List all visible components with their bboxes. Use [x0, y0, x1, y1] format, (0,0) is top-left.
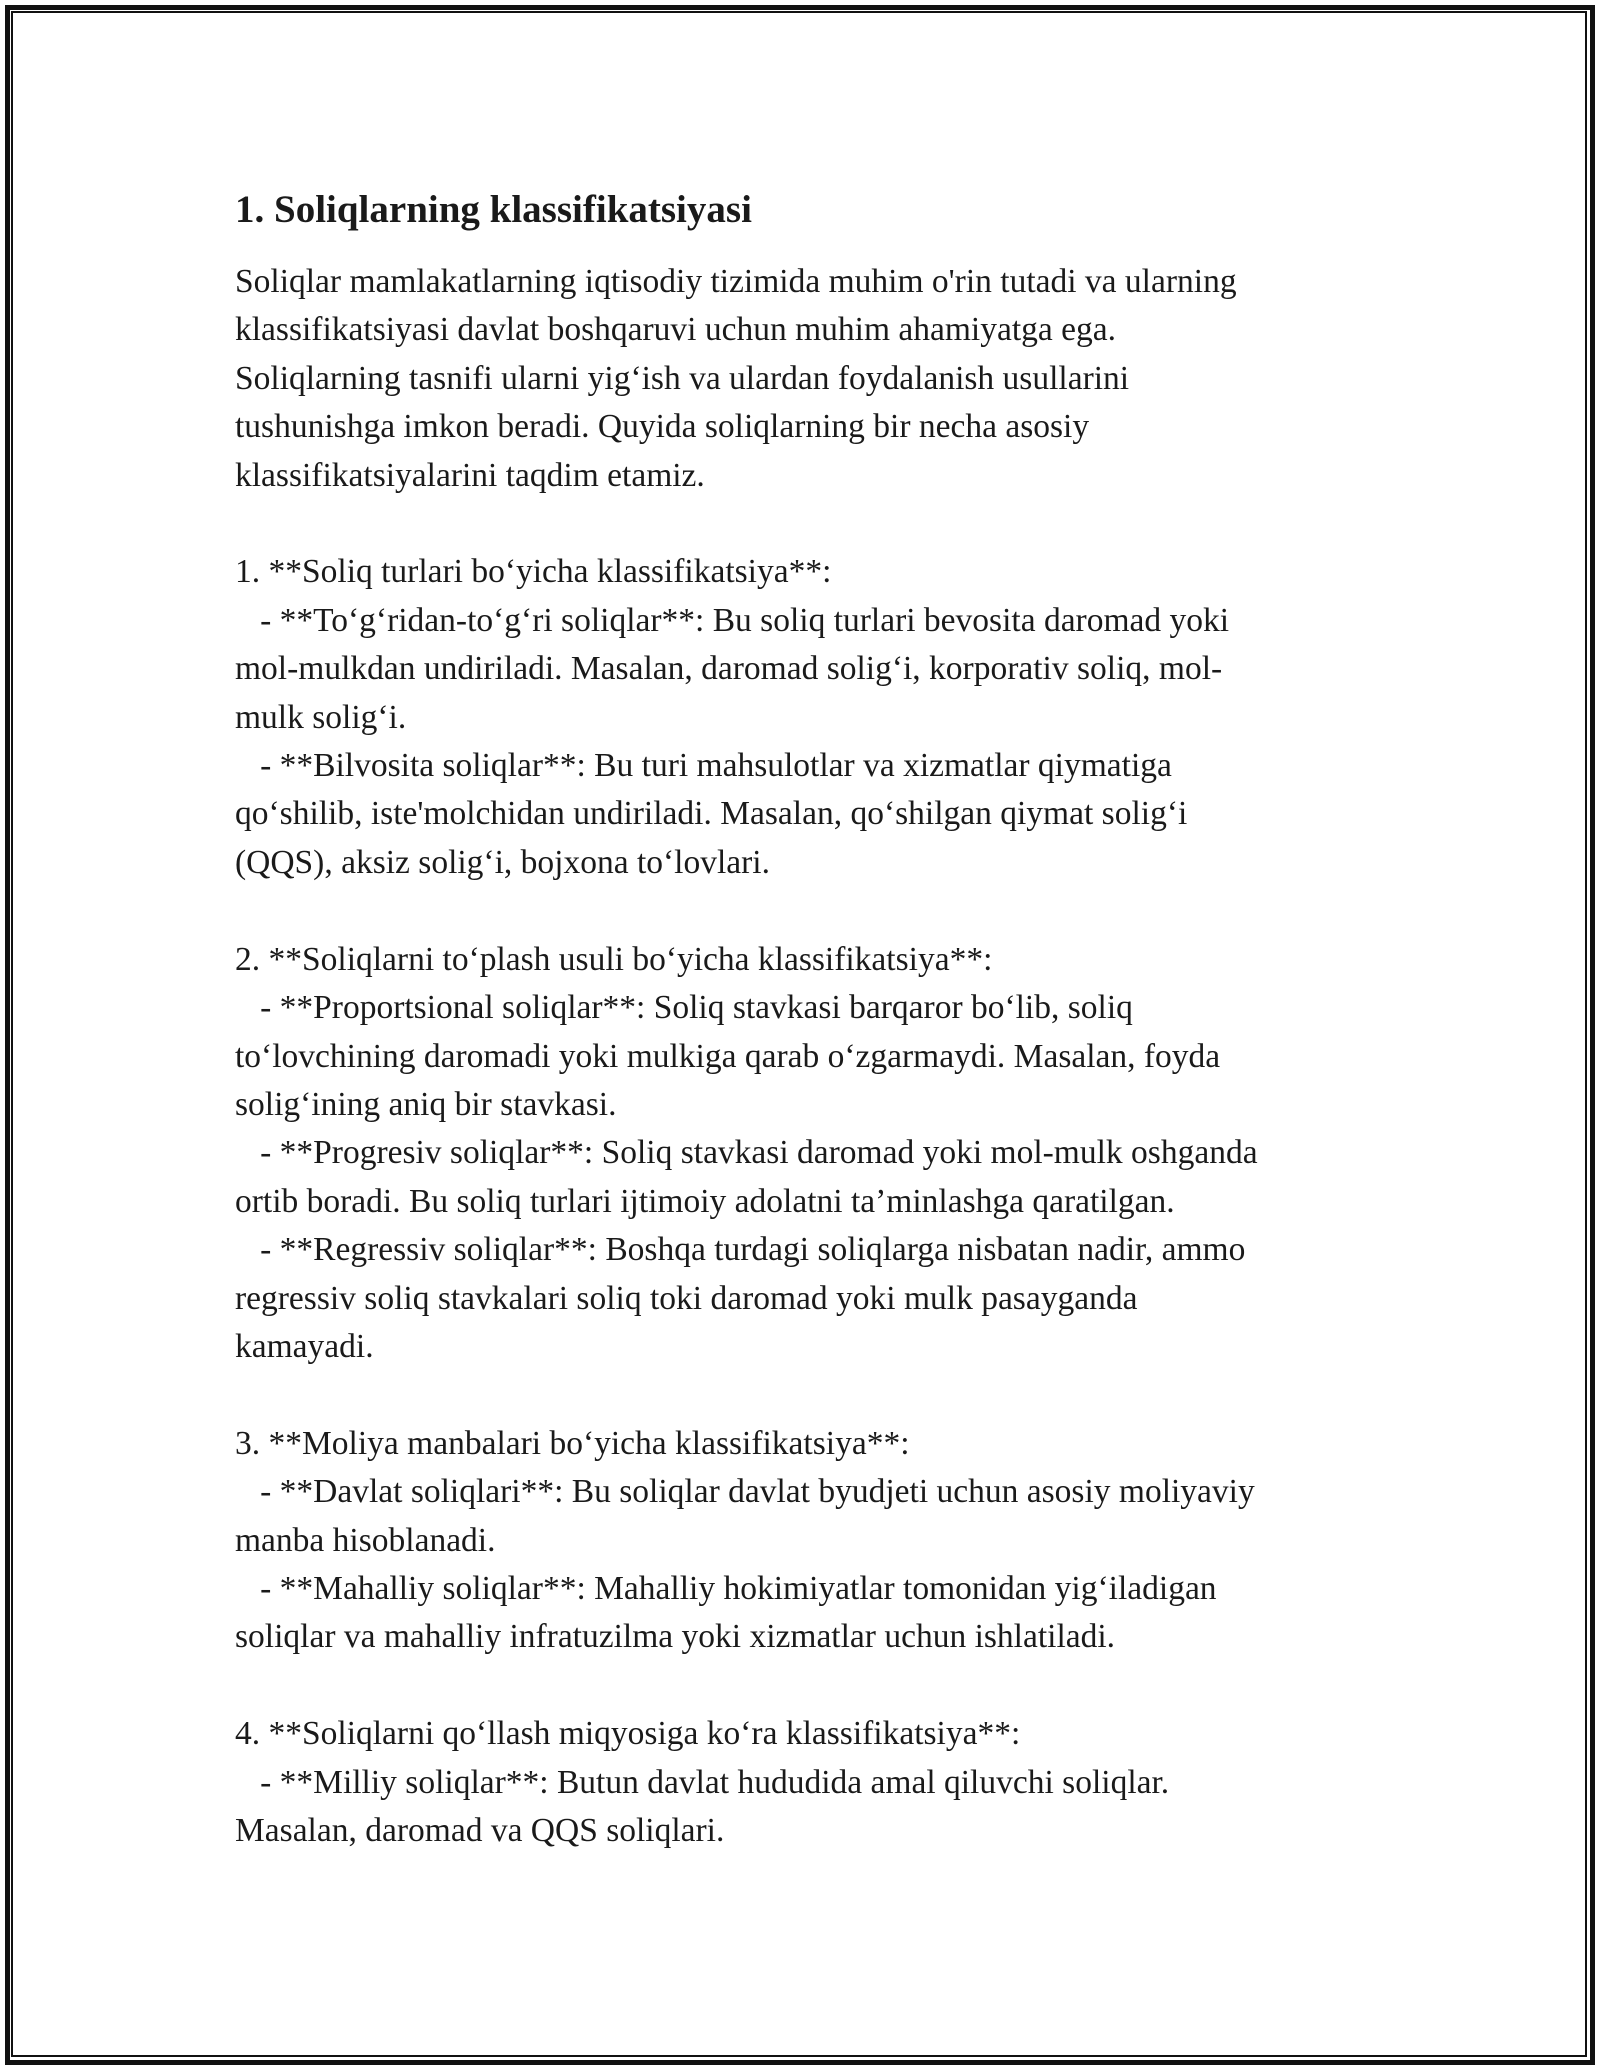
document-page	[235, 180, 1375, 1855]
document-title: 1. Soliqlarning klassifikatsiyasi	[235, 188, 752, 231]
document-body: Soliqlar mamlakatlarning iqtisodiy tizimida muhim o'rin tutadi va ularning klassifikatsiyasi davlat boshqaruvi uchun muhim ahamiyatga ega. Soliqlarning tasnifi ularni yig‘ish va ulardan foydalanish usullarini tushunishga imkon beradi. Quyida soliqlarning bir necha asosiy klassifikatsiyalarini taqdim etamiz. 1. **Soliq turlari bo‘yicha klassifikatsiya**: - **To‘g‘ridan-to‘g‘ri soliqlar**: Bu soliq turlari bevosita daromad yoki mol-mulkdan undiriladi. Masalan, daromad solig‘i, korporativ soliq, mol- mulk solig‘i. - **Bilvosita soliqlar**: Bu turi mahsulotlar va xizmatlar qiymatiga qo‘shilib, iste'molchidan undiriladi. Masalan, qo‘shilgan qiymat solig‘i (QQS), aksiz solig‘i, bojxona to‘lovlari. 2. **Soliqlarni to‘plash usuli bo‘yicha klassifikatsiya**: - **Proportsional soliqlar**: Soliq stavkasi barqaror bo‘lib, soliq to‘lovchining daromadi yoki mulkiga qarab o‘zgarmaydi. Masalan, foyda solig‘ining aniq bir stavkasi. - **Progresiv soliqlar**: Soliq stavkasi daromad yoki mol-mulk oshganda ortib boradi. Bu soliq turlari ijtimoiy adolatni ta’minlashga qaratilgan. - **Regressiv soliqlar**: Boshqa turdagi soliqlarga nisbatan nadir, ammo regressiv soliq stavkalari soliq toki daromad yoki mulk pasayganda kamayadi. 3. **Moliya manbalari bo‘yicha klassifikatsiya**: - **Davlat soliqlari**: Bu soliqlar davlat byudjeti uchun asosiy moliyaviy manba hisoblanadi. - **Mahalliy soliqlar**: Mahalliy hokimiyatlar tomonidan yig‘iladigan soliqlar va mahalliy infratuzilma yoki xizmatlar uchun ishlatiladi. 4. **Soliqlarni qo‘llash miqyosiga ko‘ra klassifikatsiya**: - **Milliy soliqlar**: Butun davlat hududida amal qiluvchi soliqlar. Masalan, daromad va QQS soliqlari.	[235, 263, 1258, 1849]
